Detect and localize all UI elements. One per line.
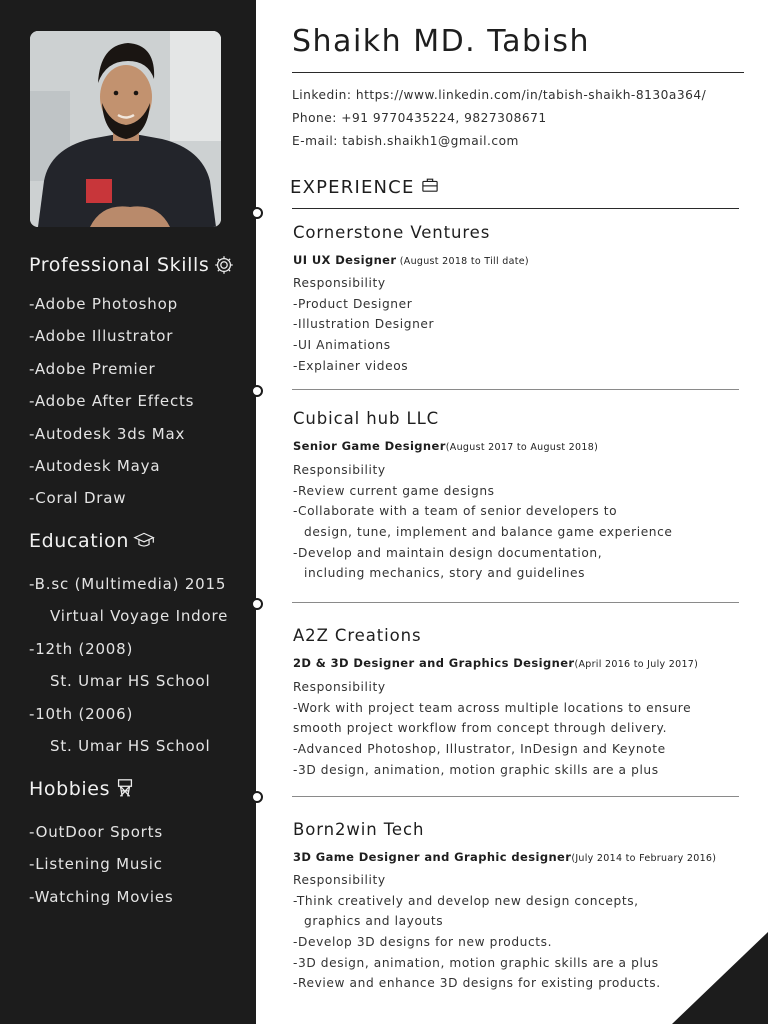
timeline-dot — [251, 207, 263, 219]
email-address[interactable]: E-mail: tabish.shaikh1@gmail.com — [292, 134, 519, 148]
responsibility-item: -Think creatively and develop new design concepts, — [293, 893, 639, 908]
responsibility-item: -3D design, animation, motion graphic skills are a plus — [293, 955, 659, 970]
job-title — [293, 253, 529, 267]
list-item: -Adobe Photoshop — [29, 295, 178, 313]
list-item: -Adobe Premier — [29, 359, 156, 378]
list-item: -Listening Music — [29, 855, 163, 874]
education-degree: -10th (2006) — [29, 704, 134, 723]
section-divider — [292, 602, 739, 603]
list-item: -OutDoor Sports — [29, 823, 163, 841]
linkedin-link[interactable]: Linkedin: https://www.linkedin.com/in/tabish-shaikh-8130a364/ — [292, 88, 707, 102]
job-dates: (July 2014 to February 2016) — [571, 853, 717, 864]
list-item: -Autodesk Maya — [29, 456, 161, 475]
list-item: -Adobe After Effects — [29, 392, 195, 411]
basketball-hoop-icon — [114, 778, 136, 800]
company-name: Cubical hub LLC — [293, 409, 440, 428]
timeline-dot — [251, 791, 263, 803]
phone-number: Phone: +91 9770435224, 9827308671 — [292, 111, 547, 125]
job-role: Senior Game Designer — [293, 439, 446, 453]
education-list — [29, 574, 228, 768]
responsibility-label: Responsibility — [293, 873, 386, 887]
responsibility-label: Responsibility — [293, 680, 386, 694]
timeline-dot — [251, 598, 263, 610]
corner-decoration — [672, 932, 768, 1024]
education-degree: -12th (2008) — [29, 639, 134, 658]
responsibility-label: Responsibility — [293, 276, 386, 290]
job-title — [293, 850, 716, 864]
skills-list — [29, 294, 194, 521]
job-title — [293, 656, 698, 670]
experience-divider — [292, 208, 739, 209]
sidebar — [0, 0, 256, 1024]
header-divider — [292, 72, 744, 73]
job-dates: (August 2017 to August 2018) — [445, 442, 599, 453]
responsibility-list — [293, 460, 673, 584]
responsibility-label: Responsibility — [293, 463, 386, 477]
education-school: St. Umar HS School — [50, 672, 211, 691]
skills-heading: Professional Skills — [29, 254, 235, 276]
list-item: -Autodesk 3ds Max — [29, 424, 186, 443]
responsibility-item: -Develop 3D designs for new products. — [293, 935, 553, 950]
responsibility-item: including mechanics, story and guidelines — [304, 566, 586, 581]
responsibility-item: -Develop and maintain design documentation, — [293, 545, 603, 560]
job-role: UI UX Designer — [293, 253, 397, 267]
briefcase-icon — [421, 177, 439, 198]
hobbies-heading: Hobbies — [29, 778, 136, 800]
hobbies-list — [29, 822, 173, 919]
responsibility-item: -Explainer videos — [293, 358, 409, 373]
section-divider — [292, 389, 739, 390]
responsibility-item: -Product Designer — [293, 296, 413, 311]
education-heading: Education — [29, 530, 155, 552]
responsibility-item: -UI Animations — [293, 338, 391, 353]
responsibility-item: -Illustration Designer — [293, 317, 435, 332]
responsibility-item: -Work with project team across multiple locations to ensure — [293, 700, 692, 715]
responsibility-item: -Review current game designs — [293, 483, 495, 498]
responsibility-list — [293, 677, 691, 780]
list-item: -Coral Draw — [29, 489, 127, 508]
experience-heading: EXPERIENCE — [290, 177, 439, 198]
responsibility-item: design, tune, implement and balance game experience — [304, 525, 673, 540]
gear-icon — [213, 254, 235, 276]
company-name: Cornerstone Ventures — [293, 223, 491, 242]
responsibility-item: -Review and enhance 3D designs for existing products. — [293, 976, 661, 991]
responsibility-item: -Advanced Photoshop, Illustrator, InDesign and Keynote — [293, 742, 666, 757]
timeline-dot — [251, 385, 263, 397]
job-role: 3D Game Designer and Graphic designer — [293, 850, 572, 864]
job-title — [293, 439, 598, 453]
education-school: Virtual Voyage Indore — [50, 607, 229, 626]
job-dates: (April 2016 to July 2017) — [574, 659, 699, 670]
list-item: -Adobe Illustrator — [29, 327, 174, 346]
job-role: 2D & 3D Designer and Graphics Designer — [293, 656, 575, 670]
responsibility-list — [293, 870, 661, 994]
company-name: A2Z Creations — [293, 626, 422, 645]
job-dates: (August 2018 to Till date) — [396, 256, 529, 267]
responsibility-list — [293, 273, 434, 376]
responsibility-item: -3D design, animation, motion graphic skills are a plus — [293, 762, 659, 777]
company-name: Born2win Tech — [293, 820, 425, 839]
profile-photo — [30, 31, 221, 227]
section-divider — [292, 796, 739, 797]
list-item: -Watching Movies — [29, 887, 174, 906]
responsibility-item: graphics and layouts — [304, 914, 444, 929]
education-school: St. Umar HS School — [50, 736, 211, 755]
graduation-cap-icon — [133, 530, 155, 552]
responsibility-item: smooth project workflow from concept through delivery. — [293, 721, 668, 736]
candidate-name: Shaikh MD. Tabish — [292, 24, 591, 59]
responsibility-item: -Collaborate with a team of senior developers to — [293, 504, 618, 519]
education-degree: -B.sc (Multimedia) 2015 — [29, 575, 227, 593]
